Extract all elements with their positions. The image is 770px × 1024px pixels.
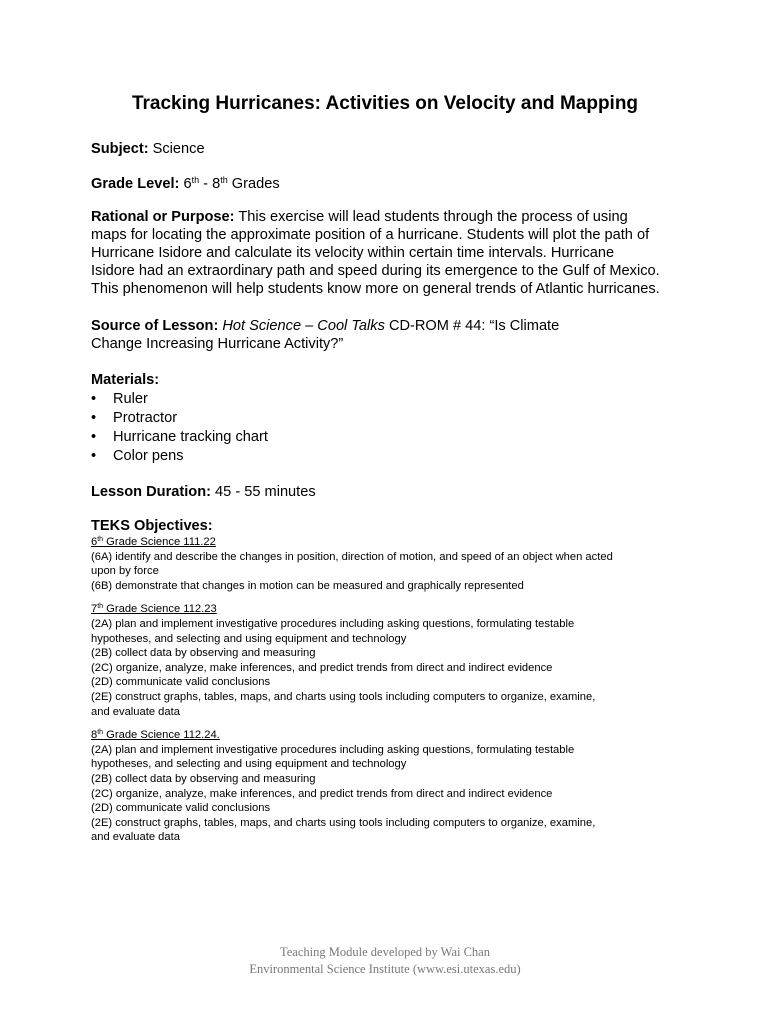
teks-group-heading [91,535,691,550]
page-footer [0,944,770,978]
bullet-icon: • [91,429,97,445]
rationale-line: This phenomenon will help students know more on general trends of Atlantic hurricanes. [91,281,660,297]
teks-objective-line: (2E) construct graphs, tables, maps, and charts using tools including computers to organize, examine, [91,690,596,703]
bullet-icon: • [91,410,97,426]
grade-from: 6 [183,176,192,192]
source-paragraph [91,317,691,353]
teks-objective-line: (2B) collect data by observing and measuring [91,647,316,660]
teks-objective-line: (2B) collect data by observing and measuring [91,772,316,785]
grade-sup: th [97,603,104,611]
rationale-line: This exercise will lead students through the process of using [234,209,628,225]
teks-objective-line: (2A) plan and implement investigative procedures including asking questions, formulating testable [91,743,575,756]
rationale-label: Rational or Purpose: [91,209,235,225]
teks-section [91,517,691,845]
teks-objective-line: (2D) communicate valid conclusions [91,676,271,689]
materials-label: Materials: [91,372,160,388]
teks-objective-line: (2E) construct graphs, tables, maps, and charts using tools including computers to organize, examine, [91,816,596,829]
footer-institute: Environmental Science Institute (www.esi.utexas.edu) [249,962,521,976]
teks-objective-line: hypotheses, and selecting and using equipment and technology [91,758,407,771]
grade-separator: - 8 [199,176,221,192]
source-detail-cont: Change Increasing Hurricane Activity?” [91,336,344,352]
subject-line [91,140,691,158]
duration-value: 45 - 55 minutes [211,484,316,500]
duration-line [91,483,691,501]
grade-number: 8 [91,729,98,742]
source-label: Source of Lesson: [91,318,219,334]
materials-item-text: Hurricane tracking chart [113,429,268,445]
teks-objective-line: (2A) plan and implement investigative procedures including asking questions, formulating testable [91,617,575,630]
teks-objective-line: upon by force [91,565,159,578]
materials-item [91,447,691,466]
grade-level-line [91,175,691,193]
grade-sup: th [97,536,104,543]
subject-label: Subject: [91,141,149,157]
grade-course: Grade Science 112.23 [103,603,217,616]
rationale-line: Hurricane Isidore and calculate its velocity within certain time intervals. Hurricane [91,245,615,261]
teks-objective-line: (6A) identify and describe the changes in position, direction of motion, and speed of an object when acted [91,550,613,563]
teks-objective-line: and evaluate data [91,705,180,718]
teks-group-6 [91,535,691,593]
teks-objective-line: (6B) demonstrate that changes in motion can be measured and graphically represented [91,579,524,592]
teks-group-heading [91,602,691,617]
teks-group-8 [91,728,691,845]
grade-to-sup: th [220,175,228,185]
materials-section [91,371,691,466]
teks-objective-line: (2D) communicate valid conclusions [91,802,271,815]
teks-objective-line: (2C) organize, analyze, make inferences, and predict trends from direct and indirect evidence [91,787,553,800]
bullet-icon: • [91,391,97,407]
document-body [91,140,691,845]
rationale-line: Isidore had an extraordinary path and speed during its emergence to the Gulf of Mexico. [91,263,660,279]
materials-item [91,428,691,447]
subject-value: Science [152,141,205,157]
grade-suffix: Grades [227,176,280,192]
rationale-line: maps for locating the approximate position of a hurricane. Students will plot the path of [91,227,650,243]
materials-item [91,409,691,428]
materials-item-text: Protractor [113,410,178,426]
grade-number: 6 [91,536,98,548]
source-title: Hot Science – Cool Talks [222,318,385,334]
teks-group-7 [91,602,691,719]
document-title: Tracking Hurricanes: Activities on Velocity and Mapping [131,93,639,114]
grade-level-label: Grade Level: [91,176,180,192]
grade-sup: th [97,729,104,737]
footer-credit: Teaching Module developed by Wai Chan [280,945,490,959]
grade-course: Grade Science 112.24. [103,729,220,742]
duration-label: Lesson Duration: [91,484,211,500]
materials-item-text: Color pens [113,448,184,464]
teks-objective-line: hypotheses, and selecting and using equipment and technology [91,632,407,645]
grade-number: 7 [91,603,98,616]
rationale-paragraph [91,208,691,298]
bullet-icon: • [91,448,97,464]
materials-item-text: Ruler [113,391,148,407]
teks-group-heading [91,728,691,743]
source-detail: CD-ROM # 44: “Is Climate [384,318,560,334]
teks-objective-line: (2C) organize, analyze, make inferences, and predict trends from direct and indirect evidence [91,661,553,674]
materials-list [91,390,691,466]
materials-item [91,390,691,409]
grade-course: Grade Science 111.22 [103,536,216,548]
teks-label: TEKS Objectives: [91,518,213,534]
teks-objective-line: and evaluate data [91,831,180,844]
grade-from-sup: th [191,175,200,185]
